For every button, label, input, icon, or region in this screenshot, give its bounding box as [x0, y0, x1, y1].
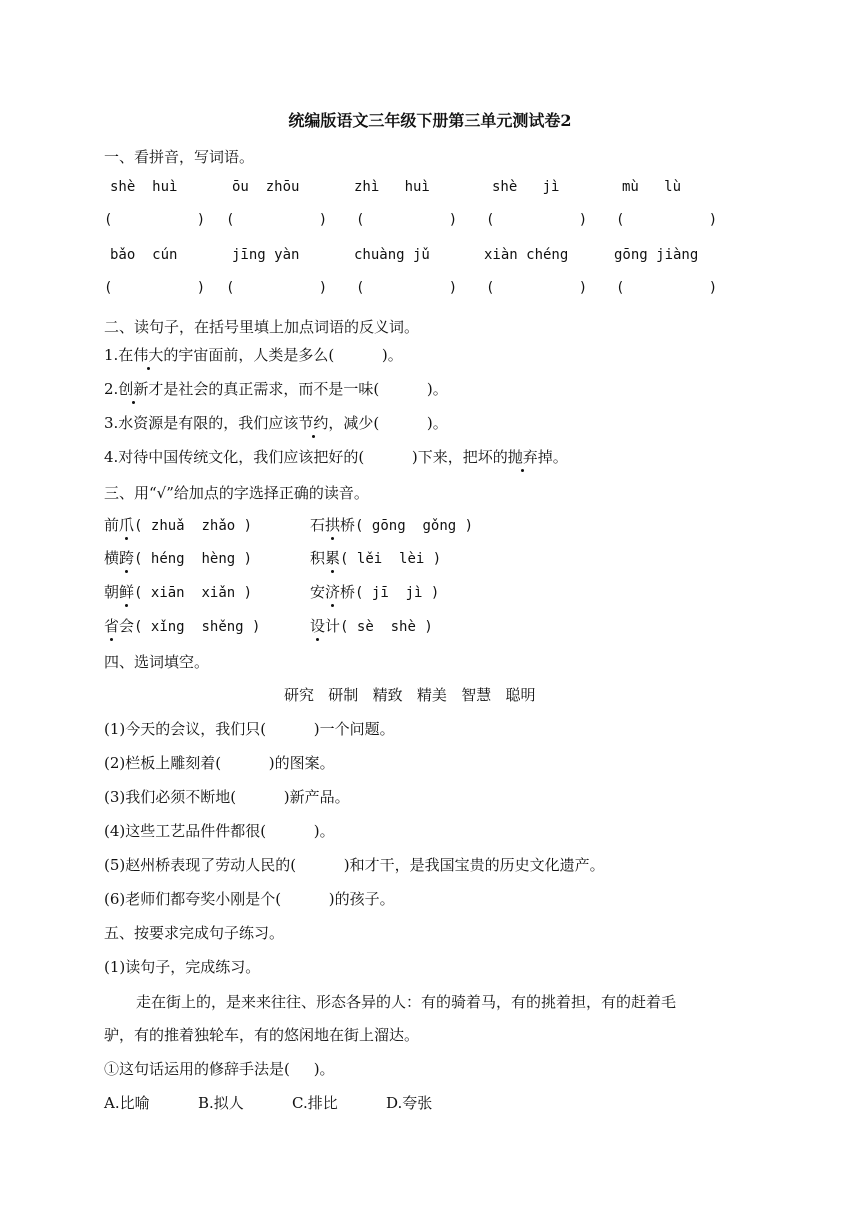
- section-4-heading: 四、选词填空。: [104, 653, 210, 671]
- pronunciation-item: 朝鲜( xiān xiǎn ): [104, 583, 253, 601]
- pronunciation-item: 积累( lěi lèi ): [310, 549, 442, 567]
- question-5-1: ①这句话运用的修辞手法是( )。: [104, 1060, 335, 1078]
- pronunciation-item: 安济桥( jī jì ): [310, 583, 440, 601]
- answer-blank[interactable]: ( ): [616, 212, 718, 228]
- pinyin-3: zhì huì: [354, 179, 430, 195]
- question-2-1: 1.在伟大的宇宙面前，人类是多么( )。: [104, 346, 403, 364]
- option-a[interactable]: A.比喻: [104, 1094, 150, 1112]
- pinyin-1: shè huì: [110, 179, 178, 195]
- pronunciation-item: 省会( xǐng shěng ): [104, 617, 261, 635]
- subquestion-5-1: (1)读句子，完成练习。: [104, 958, 261, 976]
- question-2-2: 2.创新才是社会的真正需求，而不是一味( )。: [104, 380, 448, 398]
- question-4-2: (2)栏板上雕刻着( )的图案。: [104, 754, 335, 772]
- answer-blank[interactable]: ( ): [104, 280, 206, 296]
- passage-line-1: 走在街上的，是来来往往、形态各异的人：有的骑着马，有的挑着担，有的赶着毛: [136, 993, 677, 1011]
- pronunciation-item: 设计( sè shè ): [310, 617, 433, 635]
- answer-blank[interactable]: ( ): [356, 212, 458, 228]
- section-2-heading: 二、读句子，在括号里填上加点词语的反义词。: [104, 318, 420, 336]
- section-1-heading: 一、看拼音，写词语。: [104, 148, 255, 166]
- pronunciation-item: 石拱桥( gōng gǒng ): [310, 516, 474, 534]
- question-2-3: 3.水资源是有限的，我们应该节约，减少( )。: [104, 414, 448, 432]
- question-4-4: (4)这些工艺品件件都很( )。: [104, 822, 335, 840]
- pinyin-6: bǎo cún: [110, 247, 178, 263]
- option-d[interactable]: D.夸张: [386, 1094, 433, 1112]
- answer-blank[interactable]: ( ): [486, 280, 588, 296]
- question-4-3: (3)我们必须不断地( )新产品。: [104, 788, 350, 806]
- pinyin-9: xiàn chéng: [484, 247, 569, 263]
- question-4-6: (6)老师们都夸奖小刚是个( )的孩子。: [104, 890, 395, 908]
- pinyin-8: chuàng jǔ: [354, 247, 430, 263]
- answer-blank[interactable]: ( ): [226, 280, 328, 296]
- option-c[interactable]: C.排比: [292, 1094, 338, 1112]
- pinyin-4: shè jì: [492, 179, 560, 195]
- passage-line-2: 驴，有的推着独轮车，有的悠闲地在街上溜达。: [104, 1026, 420, 1044]
- answer-blank[interactable]: ( ): [486, 212, 588, 228]
- page-title: 统编版语文三年级下册第三单元测试卷2: [288, 111, 572, 130]
- word-bank: 研究 研制 精致 精美 智慧 聪明: [284, 686, 536, 704]
- answer-blank[interactable]: ( ): [226, 212, 328, 228]
- question-4-5: (5)赵州桥表现了劳动人民的( )和才干，是我国宝贵的历史文化遗产。: [104, 856, 605, 874]
- section-5-heading: 五、按要求完成句子练习。: [104, 924, 285, 942]
- answer-blank[interactable]: ( ): [616, 280, 718, 296]
- section-3-heading: 三、用“√”给加点的字选择正确的读音。: [104, 484, 369, 502]
- answer-blank[interactable]: ( ): [104, 212, 206, 228]
- option-b[interactable]: B.拟人: [198, 1094, 244, 1112]
- answer-blank[interactable]: ( ): [356, 280, 458, 296]
- pronunciation-item: 横跨( héng hèng ): [104, 549, 253, 567]
- pronunciation-item: 前爪( zhuǎ zhǎo ): [104, 516, 253, 534]
- pinyin-7: jīng yàn: [232, 247, 300, 263]
- question-2-4: 4.对待中国传统文化，我们应该把好的( )下来，把坏的抛弃掉。: [104, 448, 568, 466]
- question-4-1: (1)今天的会议，我们只( )一个问题。: [104, 720, 395, 738]
- pinyin-10: gōng jiàng: [614, 247, 699, 263]
- pinyin-5: mù lù: [622, 179, 682, 195]
- pinyin-2: ōu zhōu: [232, 179, 300, 195]
